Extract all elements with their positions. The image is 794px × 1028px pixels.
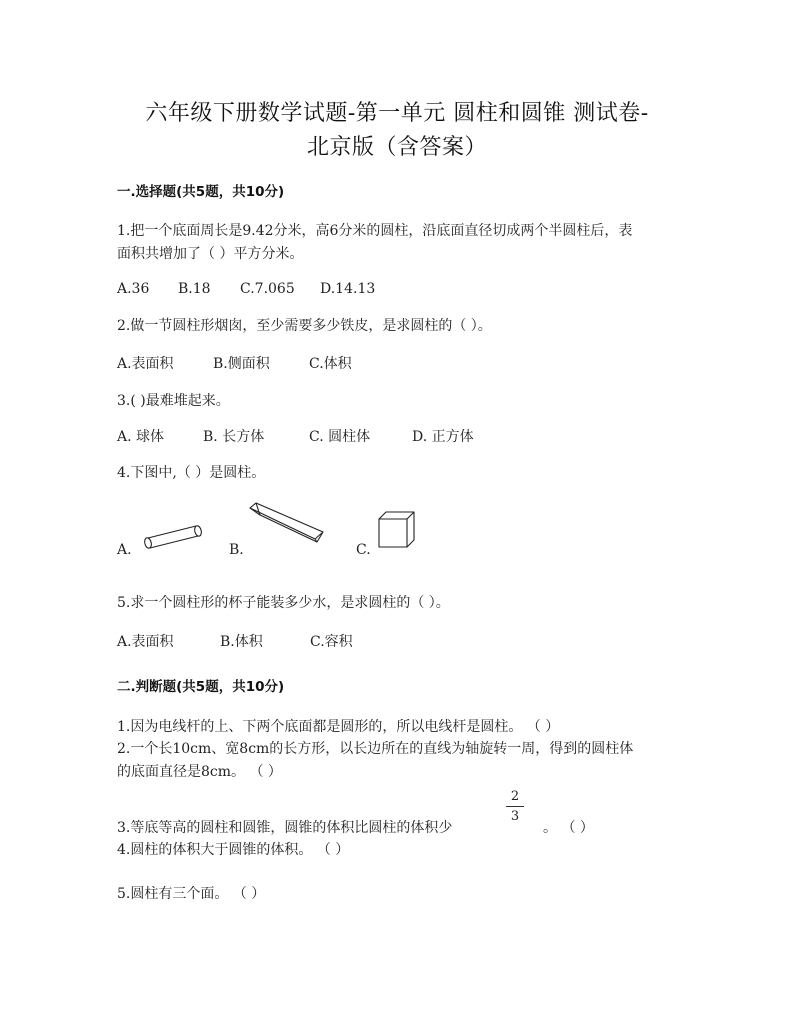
judgement-2-line-2: 的底面直径是8cm。 （ ）	[117, 764, 282, 780]
section-heading-choice: 一.选择题(共5题，共10分)	[117, 184, 285, 200]
q5-option-c[interactable]: C.容积	[310, 634, 353, 650]
q3-option-b[interactable]: B. 长方体	[203, 429, 265, 445]
q5-option-a[interactable]: A.表面积	[117, 634, 174, 650]
fraction-denominator: 3	[510, 809, 520, 824]
q1-option-a[interactable]: A.36	[117, 281, 150, 297]
judgement-2-line-1: 2.一个长10cm、宽8cm的长方形，以长边所在的直线为轴旋转一周，得到的圆柱体	[117, 741, 634, 757]
q4-option-b[interactable]: B.	[229, 542, 244, 558]
q2-option-a[interactable]: A.表面积	[117, 356, 174, 372]
question-3-text: 3.( )最难堆起来。	[117, 393, 230, 409]
judgement-4: 4.圆柱的体积大于圆锥的体积。 （ ）	[117, 842, 350, 858]
triangular-prism-figure	[245, 502, 325, 550]
q4-option-a[interactable]: A.	[117, 542, 132, 558]
section-heading-judgement: 二.判断题(共5题，共10分)	[117, 679, 285, 695]
q3-option-c[interactable]: C. 圆柱体	[309, 429, 371, 445]
q3-option-a[interactable]: A. 球体	[117, 429, 165, 445]
q4-option-c[interactable]: C.	[356, 542, 371, 558]
question-1-line-1: 1.把一个底面周长是9.42分米，高6分米的圆柱，沿底面直径切成两个半圆柱后，表	[117, 223, 633, 239]
fraction-numerator: 2	[510, 789, 520, 804]
cylinder-figure	[138, 522, 204, 552]
q1-option-c[interactable]: C.7.065	[240, 281, 295, 297]
title-line-1: 六年级下册数学试题-第一单元 圆柱和圆锥 测试卷-	[145, 101, 649, 126]
question-2-text: 2.做一节圆柱形烟囱，至少需要多少铁皮，是求圆柱的（ ）。	[117, 318, 492, 334]
judgement-3-text: 3.等底等高的圆柱和圆锥，圆锥的体积比圆柱的体积少	[117, 820, 453, 836]
question-4-text: 4.下图中,（ ）是圆柱。	[117, 465, 266, 481]
question-1-line-2: 面积共增加了（ ）平方分米。	[117, 246, 304, 262]
q1-option-b[interactable]: B.18	[178, 281, 211, 297]
judgement-1: 1.因为电线杆的上、下两个底面都是圆形的，所以电线杆是圆柱。 （ ）	[117, 719, 560, 735]
q2-option-b[interactable]: B.侧面积	[213, 356, 270, 372]
title-line-2: 北京版（含答案）	[306, 135, 487, 160]
judgement-5: 5.圆柱有三个面。 （ ）	[117, 886, 266, 902]
cube-figure	[376, 510, 416, 550]
q1-option-d[interactable]: D.14.13	[320, 281, 376, 297]
fraction-bar	[506, 806, 524, 807]
fraction-two-thirds	[506, 790, 524, 823]
q3-option-d[interactable]: D. 正方体	[412, 429, 474, 445]
question-5-text: 5.求一个圆柱形的杯子能装多少水，是求圆柱的（ ）。	[117, 595, 450, 611]
q5-option-b[interactable]: B.体积	[220, 634, 263, 650]
judgement-3-tail: 。 （ ）	[543, 820, 594, 836]
q2-option-c[interactable]: C.体积	[309, 356, 352, 372]
